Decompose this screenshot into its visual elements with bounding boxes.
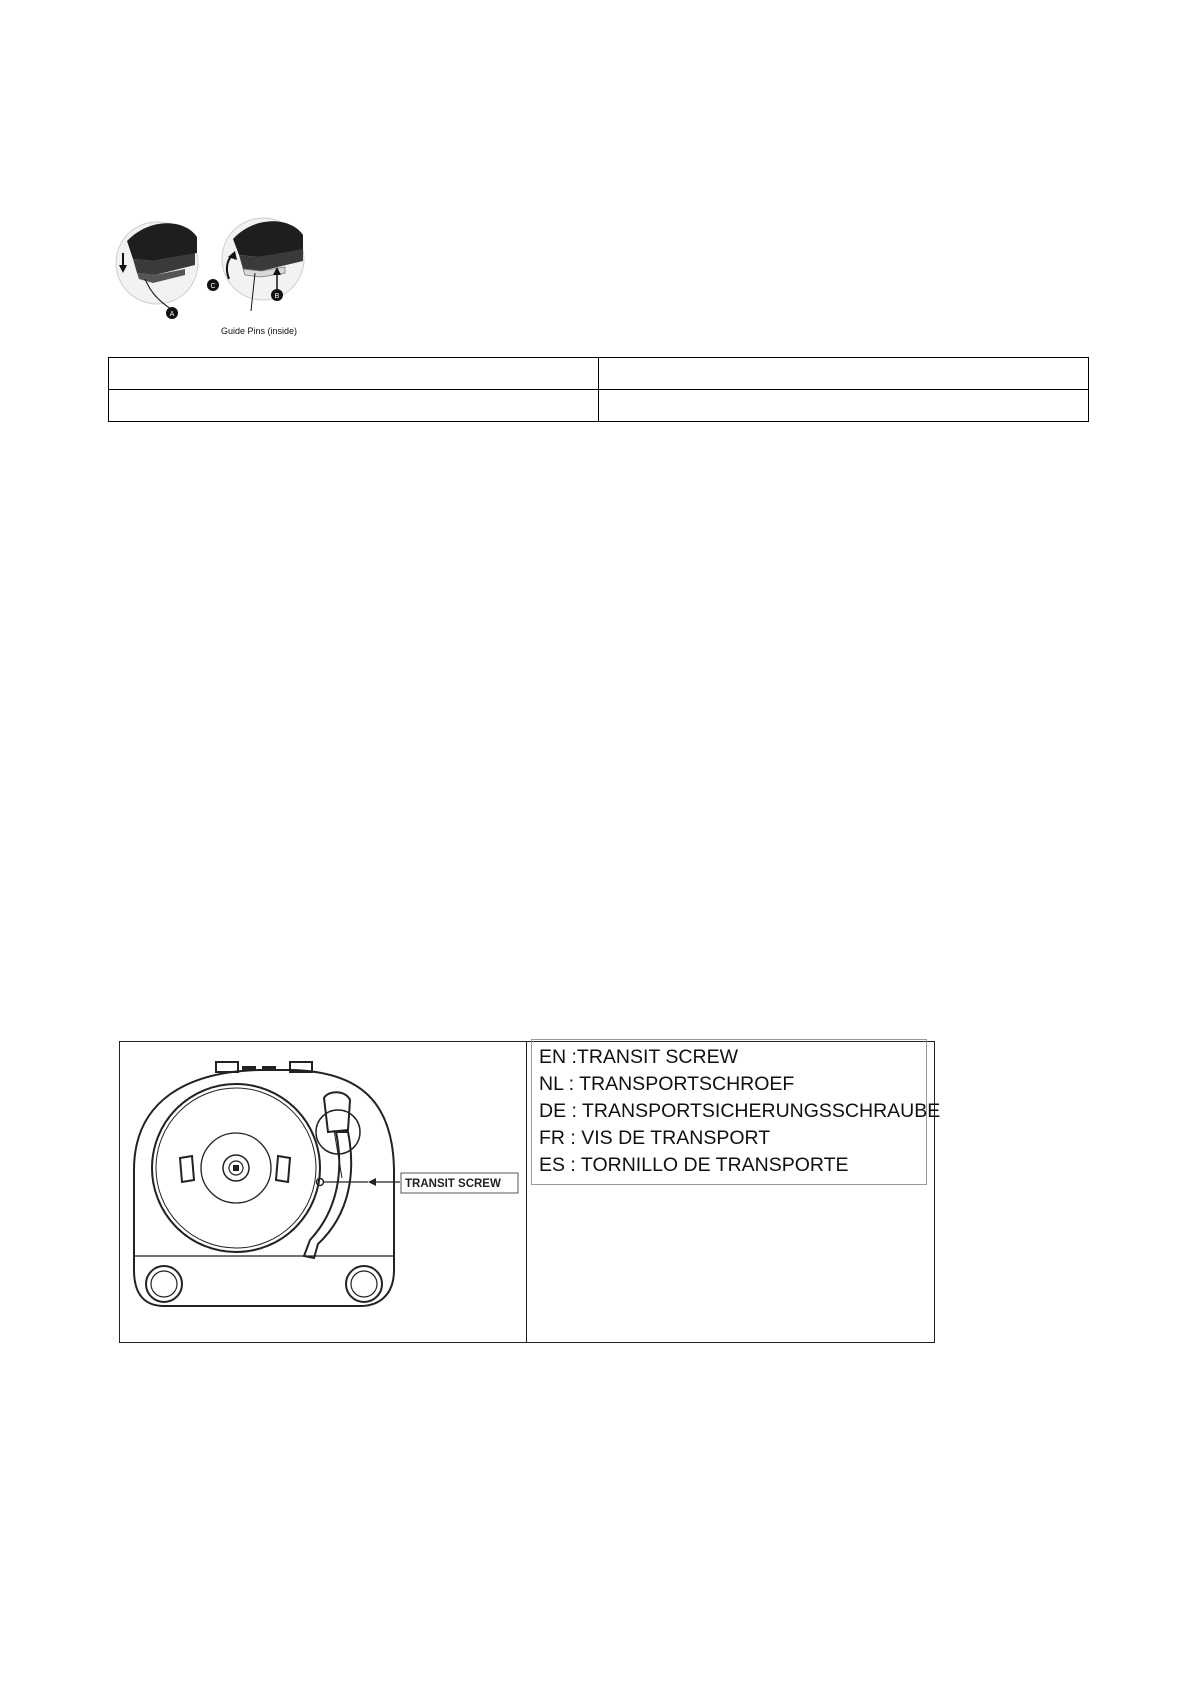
translation-list [539,1044,940,1179]
table-cell [109,390,599,422]
translation-fr: FR : VIS DE TRANSPORT [539,1127,771,1149]
marker-c: C [210,283,216,290]
translation-nl: NL : TRANSPORTSCHROEF [539,1073,795,1095]
marker-b: B [274,293,280,300]
translation-es: ES : TORNILLO DE TRANSPORTE [539,1154,849,1176]
table-row [109,390,1089,422]
translation-de: DE : TRANSPORTSICHERUNGSSCHRAUBE [539,1100,941,1122]
transit-screw-label: TRANSIT SCREW [405,1178,501,1190]
translation-box [531,1039,941,1185]
empty-table [108,357,1089,422]
translation-en: EN :TRANSIT SCREW [539,1046,738,1068]
table-cell [109,358,599,390]
cartridge-installation-figure [115,213,315,341]
table-cell [599,358,1089,390]
marker-a: A [169,311,175,318]
table-cell [599,390,1089,422]
table-row [109,358,1089,390]
turntable-diagram [128,1060,528,1315]
guide-pins-caption: Guide Pins (inside) [221,326,298,336]
